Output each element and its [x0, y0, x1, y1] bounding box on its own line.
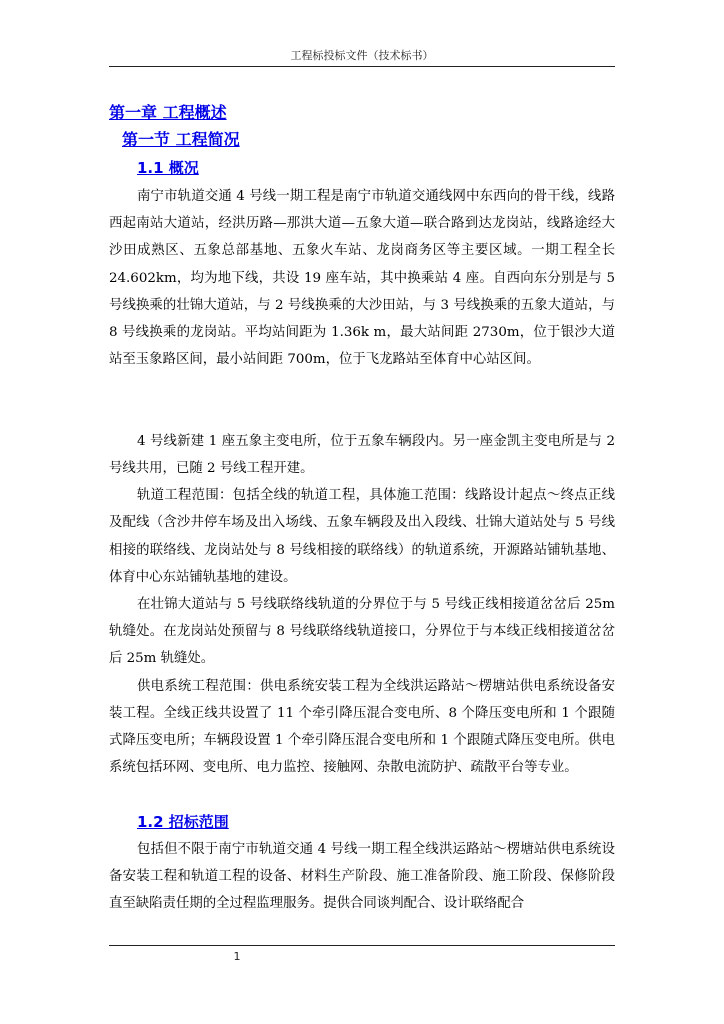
subsection-heading-scope: 1.2 招标范围	[137, 812, 229, 831]
page-number: 1	[233, 950, 241, 963]
chapter-heading: 第一章 工程概述	[109, 103, 227, 122]
subsection-heading-overview: 1.1 概况	[137, 159, 199, 177]
paragraph-track-boundary: 在壮锦大道站与 5 号线联络线轨道的分界位于与 5 号线正线相接道岔岔后 25m 轨缝处。在龙岗站处预留与 8 号线联络线轨道接口，分界位于与本线正线相接道岔岔后 25m 轨缝处。	[109, 596, 615, 667]
paragraph-overview-route: 南宁市轨道交通 4 号线一期工程是南宁市轨道交通线网中东西向的骨干线，线路西起南站大道站，经洪历路—那洪大道—五象大道—联合路到达龙岗站，线路途经大沙田成熟区、五象总部基地、五象火车站、龙岗商务区等主要区域。一期工程全长 24.602km，均为地下线，共设 19 座车站，其中换乘站 4 座。自西向东分别是与 5 号线换乘的壮锦大道站，与 2 号线换乘的大沙田站，与 3 号线换乘的五象大道站，与 8 号线换乘的龙岗站。平均站间距为 1.36k m，最大站间距 2730m，位于银沙大道站至玉象路区间，最小站间距 700m，位于飞龙路站至体育中心站区间。	[109, 189, 615, 368]
paragraph-track-scope: 轨道工程范围：包括全线的轨道工程，具体施工范围：线路设计起点～终点正线及配线（含沙井停车场及出入场线、五象车辆段及出入段线、壮锦大道站处与 5 号线相接的联络线、龙岗站处与 8 号线相接的联络线）的轨道系统，开源路站铺轨基地、体育中心东站铺轨基地的建设。	[109, 488, 615, 585]
running-header: 工程标投标文件（技术标书）	[290, 49, 434, 62]
section-heading: 第一节 工程简况	[122, 130, 240, 149]
document-body	[109, 100, 615, 917]
footer-divider	[109, 945, 615, 946]
paragraph-substation: 4 号线新建 1 座五象主变电所，位于五象车辆段内。另一座金凯主变电所是与 2 号线共用，已随 2 号线工程开建。	[109, 433, 615, 476]
header-divider	[109, 66, 615, 67]
paragraph-bid-scope: 包括但不限于南宁市轨道交通 4 号线一期工程全线洪运路站～楞塘站供电系统设备安装工程和轨道工程的设备、材料生产阶段、施工准备阶段、施工阶段、保修阶段直至缺陷责任期的全过程监理服务。提供合同谈判配合、设计联络配合	[109, 841, 615, 911]
paragraph-power-scope: 供电系统工程范围：供电系统安装工程为全线洪运路站～楞塘站供电系统设备安装工程。全线正线共设置了 11 个牵引降压混合变电所、8 个降压变电所和 1 个跟随式降压变电所；车辆段设置 1 个牵引降压混合变电所和 1 个跟随式降压变电所。供电系统包括环网、变电所、电力监控、接触网、杂散电流防护、疏散平台等专业。	[109, 678, 615, 776]
